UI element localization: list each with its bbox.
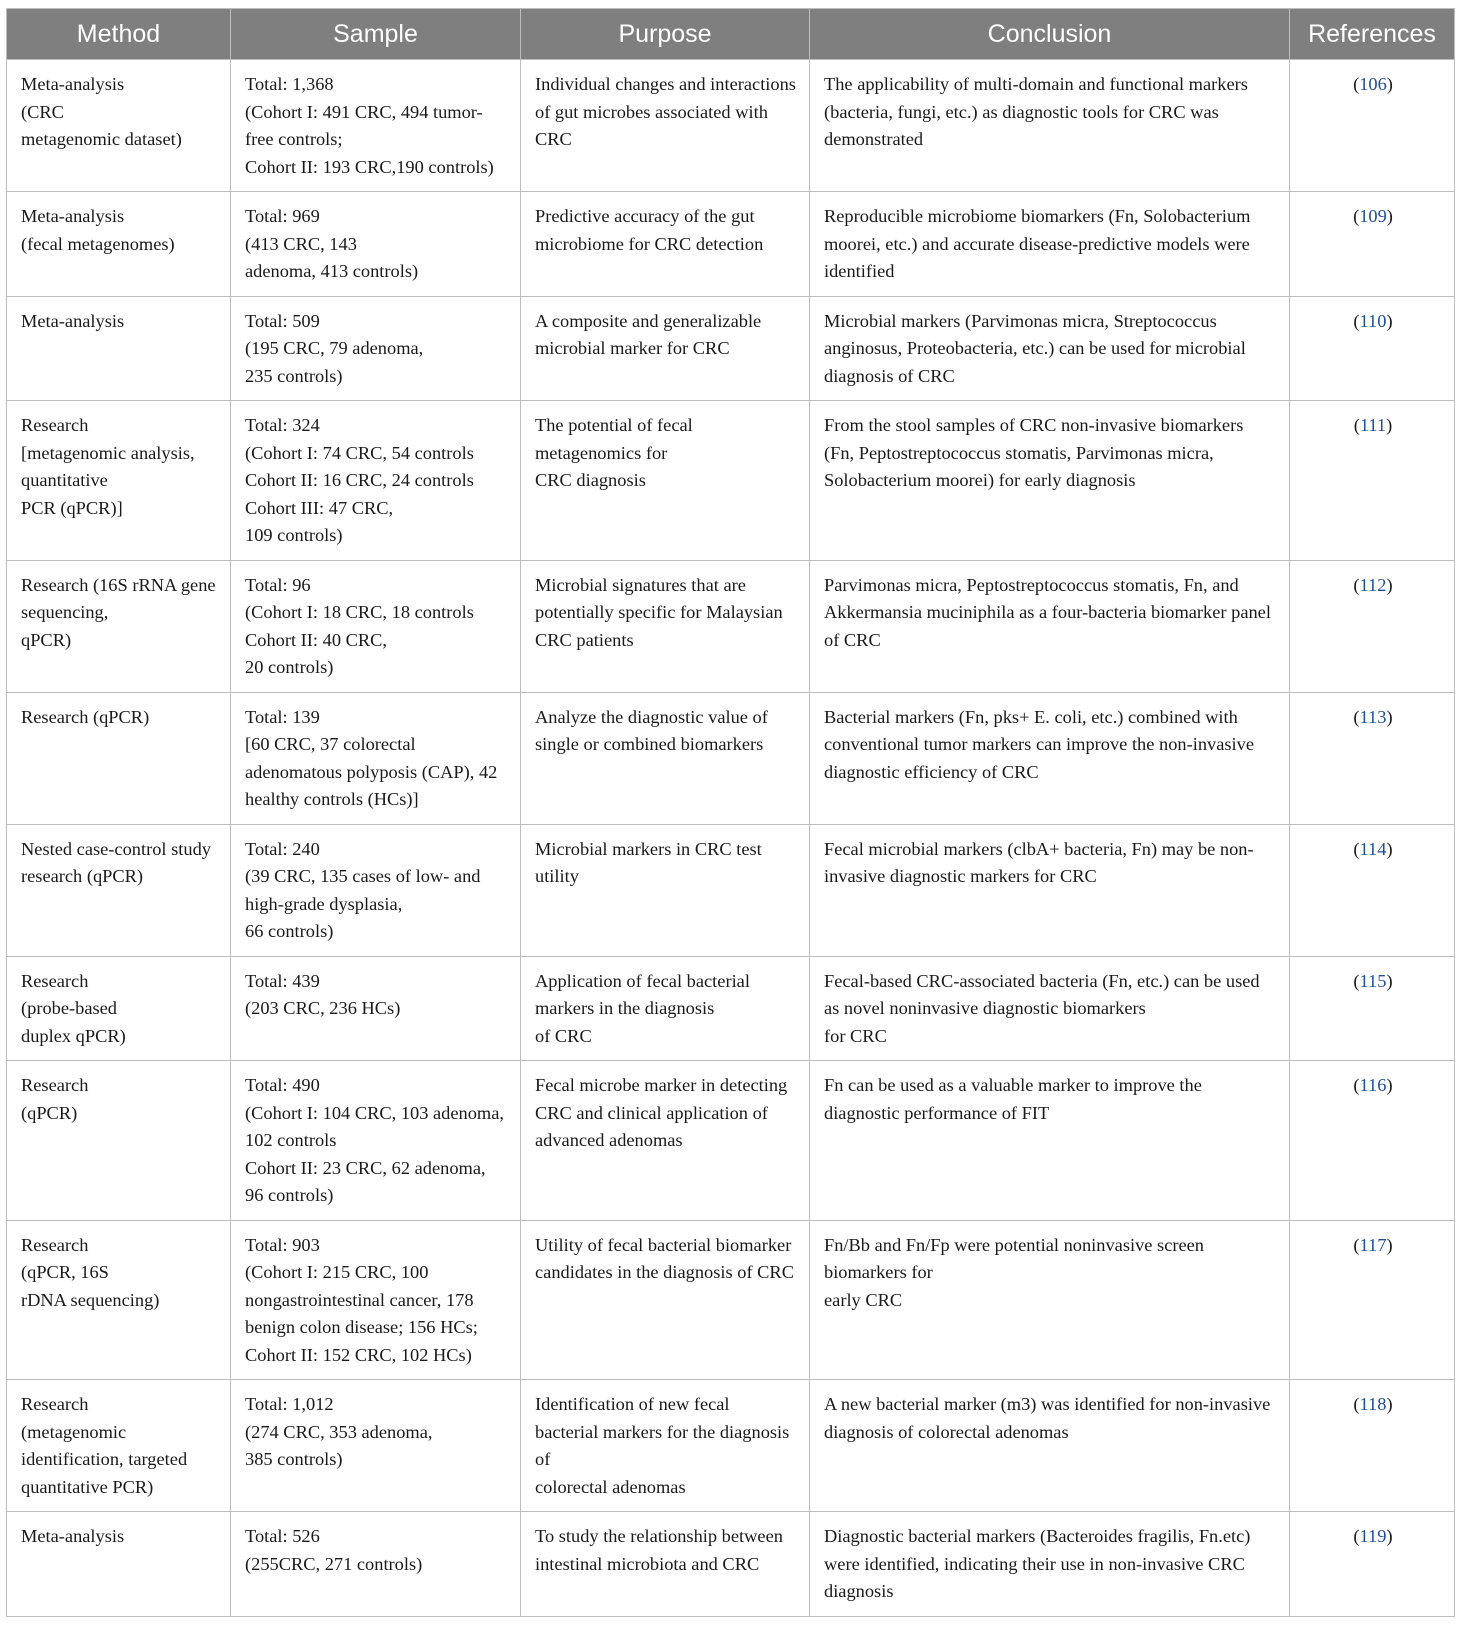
- method-cell: Meta-analysis: [7, 1512, 231, 1617]
- method-cell: Research (metagenomic identification, targeted quantitative PCR): [7, 1380, 231, 1512]
- column-header-references: References: [1290, 9, 1455, 60]
- column-header-purpose: Purpose: [521, 9, 810, 60]
- reference-link[interactable]: 117: [1359, 1234, 1387, 1255]
- method-cell: Nested case-control study research (qPCR): [7, 824, 231, 956]
- purpose-cell: Fecal microbe marker in detecting CRC and clinical application of advanced adenomas: [521, 1061, 810, 1221]
- table-row: [7, 560, 1455, 692]
- reference-link[interactable]: 114: [1359, 838, 1387, 859]
- ref-close-paren: ): [1386, 838, 1393, 859]
- table-row: [7, 1512, 1455, 1617]
- purpose-cell: To study the relationship between intestinal microbiota and CRC: [521, 1512, 810, 1617]
- reference-cell: [1290, 560, 1455, 692]
- purpose-cell: Identification of new fecal bacterial markers for the diagnosis of colorectal adenomas: [521, 1380, 810, 1512]
- conclusion-cell: From the stool samples of CRC non-invasive biomarkers (Fn, Peptostreptococcus stomatis, Parvimonas micra, Solobacterium moorei) for early diagnosis: [810, 401, 1290, 561]
- sample-cell: Total: 1,368 (Cohort I: 491 CRC, 494 tumor-free controls; Cohort II: 193 CRC,190 controls): [231, 60, 521, 192]
- table-row: [7, 956, 1455, 1061]
- purpose-cell: Predictive accuracy of the gut microbiome for CRC detection: [521, 192, 810, 297]
- conclusion-cell: The applicability of multi-domain and functional markers (bacteria, fungi, etc.) as diagnostic tools for CRC was demonstrated: [810, 60, 1290, 192]
- reference-cell: [1290, 956, 1455, 1061]
- table-row: [7, 824, 1455, 956]
- purpose-cell: The potential of fecal metagenomics for CRC diagnosis: [521, 401, 810, 561]
- column-header-sample: Sample: [231, 9, 521, 60]
- purpose-cell: Individual changes and interactions of gut microbes associated with CRC: [521, 60, 810, 192]
- column-header-method: Method: [7, 9, 231, 60]
- purpose-cell: Analyze the diagnostic value of single or combined biomarkers: [521, 692, 810, 824]
- table-row: [7, 1220, 1455, 1380]
- purpose-cell: Microbial signatures that are potentially specific for Malaysian CRC patients: [521, 560, 810, 692]
- reference-link[interactable]: 119: [1359, 1526, 1387, 1546]
- purpose-cell: Microbial markers in CRC test utility: [521, 824, 810, 956]
- reference-link[interactable]: 109: [1359, 206, 1387, 226]
- sample-cell: Total: 139 [60 CRC, 37 colorectal adenomatous polyposis (CAP), 42 healthy controls (HCs)]: [231, 692, 521, 824]
- sample-cell: Total: 490 (Cohort I: 104 CRC, 103 adenoma, 102 controls Cohort II: 23 CRC, 62 adenoma, 96 controls): [231, 1061, 521, 1221]
- reference-link[interactable]: 116: [1359, 1075, 1387, 1095]
- method-cell: Research (qPCR, 16S rDNA sequencing): [7, 1220, 231, 1380]
- conclusion-cell: Parvimonas micra, Peptostreptococcus stomatis, Fn, and Akkermansia muciniphila as a four-bacteria biomarker panel of CRC: [810, 560, 1290, 692]
- purpose-cell: Utility of fecal bacterial biomarker candidates in the diagnosis of CRC: [521, 1220, 810, 1380]
- ref-open-paren: (: [1353, 574, 1360, 595]
- ref-open-paren: (: [1353, 1075, 1360, 1095]
- conclusion-cell: Fecal-based CRC-associated bacteria (Fn, etc.) can be used as novel noninvasive diagnostic biomarkers for CRC: [810, 956, 1290, 1061]
- column-header-conclusion: Conclusion: [810, 9, 1290, 60]
- ref-close-paren: ): [1386, 415, 1393, 435]
- method-cell: Research (16S rRNA gene sequencing, qPCR): [7, 560, 231, 692]
- table-row: [7, 401, 1455, 561]
- ref-open-paren: (: [1353, 1234, 1360, 1255]
- ref-open-paren: (: [1353, 1394, 1360, 1414]
- sample-cell: Total: 324 (Cohort I: 74 CRC, 54 controls Cohort II: 16 CRC, 24 controls Cohort III: 47 CRC, 109 controls): [231, 401, 521, 561]
- sample-cell: Total: 509 (195 CRC, 79 adenoma, 235 controls): [231, 296, 521, 401]
- data-table: [6, 8, 1455, 1617]
- ref-open-paren: (: [1353, 310, 1360, 331]
- ref-open-paren: (: [1353, 74, 1360, 94]
- sample-cell: Total: 903 (Cohort I: 215 CRC, 100 nongastrointestinal cancer, 178 benign colon disease; 156 HCs; Cohort II: 152 CRC, 102 HCs): [231, 1220, 521, 1380]
- ref-open-paren: (: [1353, 838, 1360, 859]
- table-row: [7, 1061, 1455, 1221]
- sample-cell: Total: 96 (Cohort I: 18 CRC, 18 controls Cohort II: 40 CRC, 20 controls): [231, 560, 521, 692]
- reference-cell: [1290, 192, 1455, 297]
- ref-close-paren: ): [1386, 74, 1393, 94]
- reference-cell: [1290, 824, 1455, 956]
- method-cell: Research (probe-based duplex qPCR): [7, 956, 231, 1061]
- reference-cell: [1290, 296, 1455, 401]
- reference-cell: [1290, 1061, 1455, 1221]
- ref-close-paren: ): [1386, 1526, 1393, 1546]
- purpose-cell: Application of fecal bacterial markers in the diagnosis of CRC: [521, 956, 810, 1061]
- sample-cell: Total: 969 (413 CRC, 143 adenoma, 413 controls): [231, 192, 521, 297]
- ref-close-paren: ): [1386, 970, 1393, 991]
- table-row: [7, 1380, 1455, 1512]
- method-cell: Meta-analysis (CRC metagenomic dataset): [7, 60, 231, 192]
- reference-link[interactable]: 106: [1359, 74, 1387, 94]
- conclusion-cell: Fn/Bb and Fn/Fp were potential noninvasive screen biomarkers for early CRC: [810, 1220, 1290, 1380]
- conclusion-cell: Bacterial markers (Fn, pks+ E. coli, etc.) combined with conventional tumor markers can improve the non-invasive diagnostic efficiency of CRC: [810, 692, 1290, 824]
- ref-open-paren: (: [1353, 970, 1360, 991]
- header-row: [7, 9, 1455, 60]
- table-row: [7, 60, 1455, 192]
- method-cell: Research (qPCR): [7, 1061, 231, 1221]
- conclusion-cell: Diagnostic bacterial markers (Bacteroides fragilis, Fn.etc) were identified, indicating their use in non-invasive CRC diagnosis: [810, 1512, 1290, 1617]
- reference-link[interactable]: 115: [1359, 970, 1387, 991]
- reference-cell: [1290, 401, 1455, 561]
- ref-open-paren: (: [1353, 206, 1360, 226]
- sample-cell: Total: 240 (39 CRC, 135 cases of low- and high-grade dysplasia, 66 controls): [231, 824, 521, 956]
- method-cell: Research [metagenomic analysis, quantitative PCR (qPCR)]: [7, 401, 231, 561]
- purpose-cell: A composite and generalizable microbial marker for CRC: [521, 296, 810, 401]
- reference-link[interactable]: 111: [1359, 415, 1387, 435]
- conclusion-cell: Fn can be used as a valuable marker to improve the diagnostic performance of FIT: [810, 1061, 1290, 1221]
- method-cell: Meta-analysis: [7, 296, 231, 401]
- ref-close-paren: ): [1386, 206, 1393, 226]
- reference-cell: [1290, 692, 1455, 824]
- sample-cell: Total: 1,012 (274 CRC, 353 adenoma, 385 controls): [231, 1380, 521, 1512]
- ref-close-paren: ): [1386, 1234, 1393, 1255]
- reference-link[interactable]: 110: [1359, 310, 1387, 331]
- ref-open-paren: (: [1353, 706, 1360, 727]
- reference-cell: [1290, 1512, 1455, 1617]
- method-cell: Research (qPCR): [7, 692, 231, 824]
- reference-cell: [1290, 1380, 1455, 1512]
- method-cell: Meta-analysis (fecal metagenomes): [7, 192, 231, 297]
- table-row: [7, 296, 1455, 401]
- table-row: [7, 692, 1455, 824]
- ref-close-paren: ): [1386, 310, 1393, 331]
- ref-close-paren: ): [1386, 1075, 1393, 1095]
- reference-link[interactable]: 118: [1359, 1394, 1387, 1414]
- ref-close-paren: ): [1386, 574, 1393, 595]
- ref-close-paren: ): [1386, 706, 1393, 727]
- conclusion-cell: A new bacterial marker (m3) was identified for non-invasive diagnosis of colorectal adenomas: [810, 1380, 1290, 1512]
- ref-open-paren: (: [1353, 415, 1360, 435]
- sample-cell: Total: 526 (255CRC, 271 controls): [231, 1512, 521, 1617]
- reference-cell: [1290, 60, 1455, 192]
- conclusion-cell: Fecal microbial markers (clbA+ bacteria, Fn) may be non-invasive diagnostic markers for CRC: [810, 824, 1290, 956]
- conclusion-cell: Reproducible microbiome biomarkers (Fn, Solobacterium moorei, etc.) and accurate disease-predictive models were identified: [810, 192, 1290, 297]
- reference-link[interactable]: 113: [1359, 706, 1387, 727]
- reference-link[interactable]: 112: [1359, 574, 1387, 595]
- ref-open-paren: (: [1353, 1526, 1360, 1546]
- sample-cell: Total: 439 (203 CRC, 236 HCs): [231, 956, 521, 1061]
- conclusion-cell: Microbial markers (Parvimonas micra, Streptococcus anginosus, Proteobacteria, etc.) can be used for microbial diagnosis of CRC: [810, 296, 1290, 401]
- ref-close-paren: ): [1386, 1394, 1393, 1414]
- reference-cell: [1290, 1220, 1455, 1380]
- table-row: [7, 192, 1455, 297]
